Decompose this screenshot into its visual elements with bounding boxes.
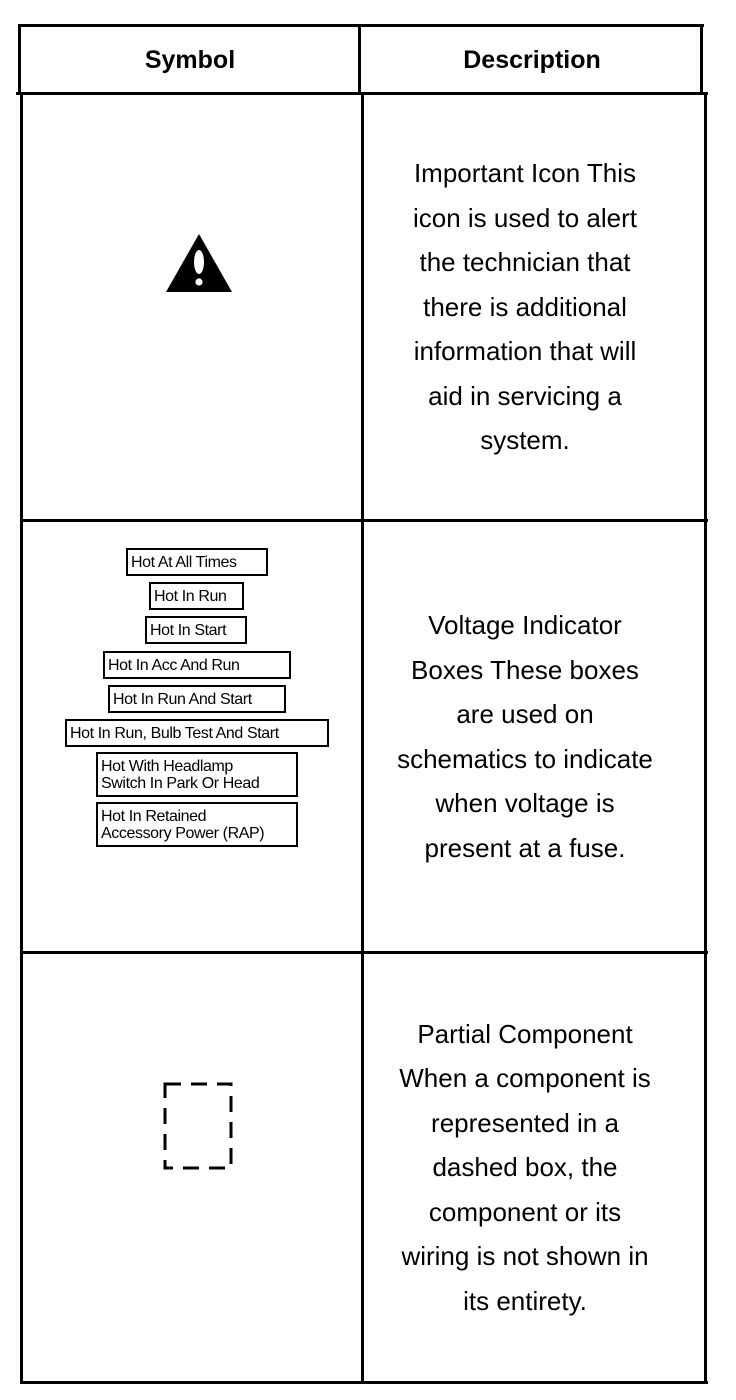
row-voltage-description bbox=[366, 522, 684, 951]
row-partial-symbol-cell bbox=[23, 954, 360, 1381]
warning-triangle-icon bbox=[164, 232, 234, 294]
row-important-description bbox=[366, 95, 684, 519]
body-middle-border bbox=[361, 92, 364, 1384]
description-line: present at a fuse. bbox=[424, 832, 626, 863]
voltage-box-label: Hot With Headlamp bbox=[101, 757, 233, 775]
description-line: are used on bbox=[456, 699, 594, 729]
voltage-box-hot-in-acc-and-run bbox=[103, 651, 291, 679]
description-line: When a component is bbox=[399, 1063, 651, 1094]
voltage-box-label: Accessory Power (RAP) bbox=[101, 824, 265, 842]
description-line: Important Icon This bbox=[413, 158, 637, 189]
description-line: Voltage Indicator bbox=[428, 610, 622, 640]
voltage-box-hot-with-headlamp bbox=[96, 752, 298, 797]
voltage-box-hot-in-run-and-start bbox=[108, 685, 286, 713]
voltage-box-label: Hot In Run bbox=[154, 587, 227, 605]
table-bottom-border bbox=[20, 1381, 708, 1384]
voltage-box-hot-in-run bbox=[149, 582, 244, 610]
description-line: represented in a bbox=[431, 1107, 619, 1138]
description-line: system. bbox=[480, 425, 570, 456]
description-line: component or its bbox=[428, 1196, 622, 1227]
row-important-symbol-cell bbox=[23, 95, 360, 519]
description-line: aid in servicing a bbox=[428, 380, 622, 411]
description-line: Partial Component bbox=[417, 1018, 633, 1049]
description-line: wiring is not shown in bbox=[401, 1241, 649, 1272]
dashed-box-icon bbox=[163, 1082, 235, 1174]
voltage-box-label: Hot In Run And Start bbox=[113, 690, 252, 708]
voltage-box-hot-at-all-times bbox=[126, 548, 268, 576]
description-line: there is additional bbox=[423, 291, 627, 322]
voltage-box-label: Hot In Start bbox=[150, 621, 227, 639]
body-right-border bbox=[704, 92, 707, 1384]
header-symbol: Symbol bbox=[144, 45, 236, 74]
description-line: icon is used to alert bbox=[412, 202, 637, 233]
description-line: information that will bbox=[413, 336, 637, 367]
voltage-box-label: Hot In Retained bbox=[101, 807, 207, 825]
voltage-box-hot-in-start bbox=[145, 616, 247, 644]
description-line: dashed box, the bbox=[432, 1152, 618, 1183]
voltage-box-hot-in-run-bulb-test-and-start bbox=[65, 719, 329, 747]
voltage-box-label: Switch In Park Or Head bbox=[101, 774, 260, 792]
description-line: Boxes These boxes bbox=[411, 654, 639, 685]
row-partial-description bbox=[366, 954, 684, 1381]
voltage-box-label: Hot At All Times bbox=[131, 553, 237, 571]
voltage-box-label: Hot In Acc And Run bbox=[108, 656, 240, 674]
voltage-box-hot-in-retained-accessory-power bbox=[96, 802, 298, 847]
description-line: the technician that bbox=[419, 247, 631, 278]
description-line: schematics to indicate bbox=[397, 743, 653, 774]
voltage-box-label: Hot In Run, Bulb Test And Start bbox=[70, 724, 279, 742]
description-line: its entirety. bbox=[463, 1285, 587, 1316]
header-description: Description bbox=[463, 45, 601, 74]
description-line: when voltage is bbox=[435, 788, 615, 818]
